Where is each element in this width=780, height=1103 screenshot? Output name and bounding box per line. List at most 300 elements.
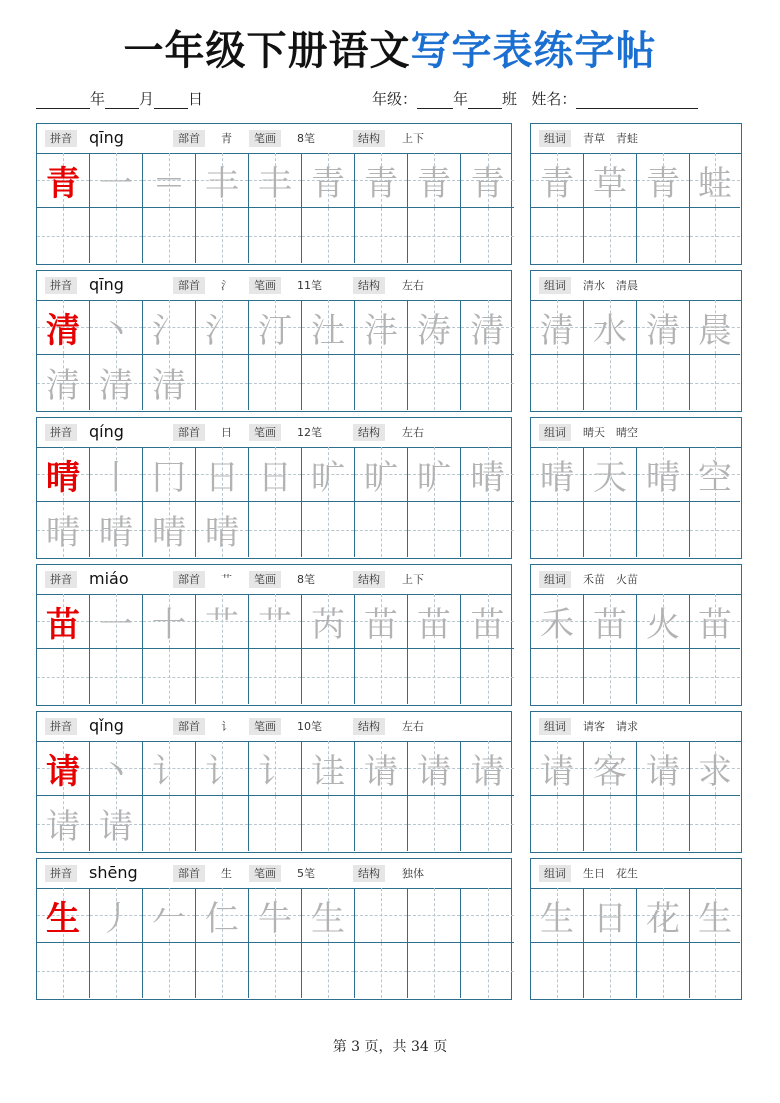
practice-cell[interactable]	[90, 447, 143, 502]
trace-character: 请	[46, 807, 80, 847]
trace-character: 青	[364, 163, 398, 204]
strokes-tag: 笔画	[249, 571, 281, 588]
structure-tag: 结构	[353, 865, 385, 882]
trace-character: 沣	[364, 310, 398, 351]
year-blank[interactable]	[36, 92, 90, 109]
practice-cell[interactable]	[461, 594, 514, 649]
word-character: 青	[646, 163, 680, 204]
trace-character: 十	[152, 604, 186, 645]
strokes-tag: 笔画	[249, 277, 281, 294]
practice-cell[interactable]	[355, 943, 408, 998]
trace-character: ＝	[152, 163, 186, 204]
trace-character	[302, 796, 354, 851]
practice-cell[interactable]	[249, 502, 302, 557]
practice-cell[interactable]	[90, 649, 143, 704]
practice-cell[interactable]	[461, 741, 514, 796]
trace-character	[408, 355, 460, 410]
trace-character: 讠	[258, 751, 292, 792]
grade-blank[interactable]	[417, 92, 453, 109]
trace-character	[249, 208, 301, 263]
title-part1: 一年级下册语文	[123, 28, 411, 74]
word-cell[interactable]	[690, 355, 740, 410]
word-character: 清	[540, 310, 574, 351]
trace-character: 冂	[152, 457, 186, 498]
word-character	[690, 649, 740, 704]
trace-character	[461, 355, 514, 410]
words-value: 生日 花生	[583, 867, 638, 880]
practice-cell[interactable]	[355, 447, 408, 502]
radical-tag: 部首	[173, 130, 205, 147]
practice-cell[interactable]	[196, 943, 249, 998]
trace-character: 晴	[205, 513, 239, 553]
word-cell[interactable]	[690, 741, 740, 796]
practice-cell[interactable]	[90, 502, 143, 557]
practice-cell[interactable]	[302, 355, 355, 410]
practice-cell[interactable]	[143, 208, 196, 263]
word-character	[531, 355, 583, 410]
practice-cell[interactable]	[143, 447, 196, 502]
practice-cell[interactable]	[90, 355, 143, 410]
model-character: 晴	[46, 457, 80, 498]
word-cell[interactable]	[531, 888, 584, 943]
practice-cell[interactable]	[408, 649, 461, 704]
practice-cell[interactable]	[90, 741, 143, 796]
word-character	[584, 796, 636, 851]
practice-cell[interactable]	[37, 355, 90, 410]
practice-cell[interactable]	[249, 208, 302, 263]
practice-cell[interactable]	[196, 300, 249, 355]
structure-value: 左右	[402, 720, 424, 733]
practice-cell[interactable]	[143, 943, 196, 998]
word-character	[637, 502, 689, 557]
practice-cell[interactable]	[37, 153, 90, 208]
trace-character: 清	[99, 366, 133, 406]
practice-cell[interactable]	[249, 796, 302, 851]
character-panel	[36, 564, 512, 706]
practice-cell[interactable]	[143, 502, 196, 557]
strokes-tag: 笔画	[249, 865, 281, 882]
practice-cell[interactable]	[461, 943, 514, 998]
practice-cell[interactable]	[249, 153, 302, 208]
word-cell[interactable]	[584, 208, 637, 263]
word-cell[interactable]	[584, 594, 637, 649]
pinyin-value: shēng	[89, 863, 138, 882]
practice-cell[interactable]	[461, 447, 514, 502]
structure-value: 左右	[402, 279, 424, 292]
practice-cell[interactable]	[249, 300, 302, 355]
practice-cell[interactable]	[90, 888, 143, 943]
word-cell[interactable]	[584, 502, 637, 557]
practice-cell[interactable]	[302, 741, 355, 796]
practice-cell[interactable]	[408, 208, 461, 263]
practice-cell[interactable]	[143, 741, 196, 796]
practice-cell[interactable]	[249, 447, 302, 502]
trace-character: 青	[470, 163, 505, 204]
practice-cell[interactable]	[408, 741, 461, 796]
word-cell[interactable]	[690, 502, 740, 557]
trace-character	[408, 502, 460, 557]
word-cell[interactable]	[531, 355, 584, 410]
year-label: 年	[90, 90, 106, 108]
practice-cell[interactable]	[408, 355, 461, 410]
words-tag: 组词	[539, 718, 571, 735]
practice-cell[interactable]	[143, 355, 196, 410]
practice-cell[interactable]	[355, 153, 408, 208]
practice-cell[interactable]	[143, 300, 196, 355]
trace-character: 苗	[470, 604, 505, 645]
word-character	[584, 208, 636, 263]
word-character	[584, 943, 636, 998]
word-cell[interactable]	[637, 888, 690, 943]
name-label: 姓名：	[531, 90, 577, 108]
words-tag: 组词	[539, 424, 571, 441]
trace-character: 丶	[99, 751, 133, 792]
practice-cell[interactable]	[355, 796, 408, 851]
practice-cell[interactable]	[143, 888, 196, 943]
practice-cell[interactable]	[37, 649, 90, 704]
radical-value: 讠	[221, 720, 232, 733]
practice-cell[interactable]	[302, 300, 355, 355]
word-cell[interactable]	[637, 594, 690, 649]
word-cell[interactable]	[637, 502, 690, 557]
word-cell[interactable]	[690, 153, 740, 208]
practice-cell[interactable]	[37, 741, 90, 796]
word-cell[interactable]	[531, 796, 584, 851]
character-panel	[36, 858, 512, 1000]
word-cell[interactable]	[690, 888, 740, 943]
trace-character: 丶	[99, 310, 133, 351]
practice-cell[interactable]	[461, 153, 514, 208]
radical-value: 生	[221, 867, 232, 880]
trace-character: 讠	[205, 751, 239, 792]
word-cell[interactable]	[637, 153, 690, 208]
word-cell[interactable]	[584, 649, 637, 704]
word-character	[637, 796, 689, 851]
words-value: 请客 请求	[583, 720, 638, 733]
radical-tag: 部首	[173, 718, 205, 735]
pinyin-tag: 拼音	[45, 571, 77, 588]
practice-cell[interactable]	[143, 649, 196, 704]
trace-character: 诖	[311, 751, 345, 792]
word-character: 蛙	[698, 163, 732, 204]
word-cell[interactable]	[584, 796, 637, 851]
trace-character	[249, 355, 301, 410]
practice-cell[interactable]	[302, 594, 355, 649]
practice-cell[interactable]	[143, 796, 196, 851]
practice-cell[interactable]	[461, 300, 514, 355]
trace-character: 晴	[99, 513, 133, 553]
word-cell[interactable]	[531, 943, 584, 998]
practice-cell[interactable]	[302, 208, 355, 263]
practice-cell[interactable]	[143, 153, 196, 208]
word-cell[interactable]	[584, 355, 637, 410]
practice-cell[interactable]	[302, 943, 355, 998]
practice-cell[interactable]	[37, 888, 90, 943]
word-cell[interactable]	[531, 300, 584, 355]
word-cell[interactable]	[637, 447, 690, 502]
trace-character	[408, 943, 460, 998]
word-header	[531, 418, 741, 448]
practice-cell[interactable]	[249, 888, 302, 943]
word-character: 日	[593, 898, 627, 939]
word-cell[interactable]	[531, 502, 584, 557]
word-character: 火	[646, 604, 680, 645]
character-info-header	[37, 565, 511, 595]
trace-character: 汀	[258, 310, 292, 351]
practice-cell[interactable]	[355, 355, 408, 410]
practice-cell[interactable]	[196, 208, 249, 263]
word-cell[interactable]	[637, 355, 690, 410]
practice-cell[interactable]	[408, 300, 461, 355]
trace-character	[37, 649, 89, 704]
word-cell[interactable]	[690, 594, 740, 649]
word-cell[interactable]	[637, 943, 690, 998]
practice-cell[interactable]	[37, 447, 90, 502]
model-character: 苗	[46, 604, 80, 645]
character-panel	[36, 711, 512, 853]
word-header	[531, 712, 741, 742]
practice-cell[interactable]	[196, 649, 249, 704]
trace-character: 丰	[258, 163, 292, 204]
practice-cell[interactable]	[461, 502, 514, 557]
practice-cell[interactable]	[90, 153, 143, 208]
structure-value: 左右	[402, 426, 424, 439]
class-label: 班	[502, 90, 518, 108]
word-character: 草	[593, 163, 627, 204]
trace-character	[355, 888, 407, 942]
practice-cell[interactable]	[408, 153, 461, 208]
word-cell[interactable]	[584, 153, 637, 208]
trace-character: 生	[311, 898, 345, 939]
month-blank[interactable]	[105, 92, 139, 109]
strokes-value: 8笔	[297, 573, 315, 586]
trace-character	[408, 888, 460, 942]
word-cell[interactable]	[531, 208, 584, 263]
practice-cell[interactable]	[90, 208, 143, 263]
word-character	[690, 796, 740, 851]
practice-cell[interactable]	[355, 208, 408, 263]
trace-character: 清	[470, 310, 505, 351]
word-character	[690, 943, 740, 998]
practice-cell[interactable]	[90, 943, 143, 998]
practice-cell[interactable]	[408, 888, 461, 943]
practice-cell[interactable]	[196, 153, 249, 208]
pinyin-tag: 拼音	[45, 424, 77, 441]
trace-character	[90, 943, 142, 998]
trace-character	[355, 502, 407, 557]
word-cell[interactable]	[531, 741, 584, 796]
word-character: 生	[698, 898, 732, 939]
practice-cell[interactable]	[90, 594, 143, 649]
words-tag: 组词	[539, 130, 571, 147]
trace-character: 讠	[152, 751, 186, 792]
radical-value: 青	[221, 132, 232, 145]
practice-cell[interactable]	[355, 741, 408, 796]
trace-character: 旷	[417, 457, 451, 498]
practice-cell[interactable]	[461, 355, 514, 410]
practice-cell[interactable]	[249, 355, 302, 410]
radical-tag: 部首	[173, 424, 205, 441]
word-cell[interactable]	[637, 300, 690, 355]
practice-cell[interactable]	[143, 594, 196, 649]
character-info-header	[37, 124, 511, 154]
day-blank[interactable]	[154, 92, 188, 109]
word-character: 晴	[540, 457, 574, 498]
practice-cell[interactable]	[408, 502, 461, 557]
word-panel	[530, 858, 742, 1000]
practice-cell[interactable]	[408, 796, 461, 851]
practice-cell[interactable]	[37, 796, 90, 851]
word-cell[interactable]	[531, 594, 584, 649]
word-character: 花	[646, 898, 680, 939]
structure-value: 独体	[402, 867, 424, 880]
trace-character: 青	[311, 163, 345, 204]
practice-cell[interactable]	[355, 649, 408, 704]
practice-cell[interactable]	[37, 943, 90, 998]
trace-character	[196, 649, 248, 704]
strokes-value: 11笔	[297, 279, 322, 292]
pinyin-tag: 拼音	[45, 718, 77, 735]
word-cell[interactable]	[637, 741, 690, 796]
practice-cell[interactable]	[196, 741, 249, 796]
trace-character: 日	[205, 457, 239, 498]
practice-cell[interactable]	[196, 502, 249, 557]
word-character: 苗	[593, 604, 627, 645]
practice-cell[interactable]	[461, 208, 514, 263]
trace-character: 芮	[311, 604, 345, 645]
word-cell[interactable]	[584, 300, 637, 355]
structure-tag: 结构	[353, 718, 385, 735]
word-cell[interactable]	[637, 649, 690, 704]
character-info-header	[37, 712, 511, 742]
practice-cell[interactable]	[302, 153, 355, 208]
strokes-value: 5笔	[297, 867, 315, 880]
practice-cell[interactable]	[302, 502, 355, 557]
practice-cell[interactable]	[196, 888, 249, 943]
practice-cell[interactable]	[302, 447, 355, 502]
practice-cell[interactable]	[249, 594, 302, 649]
practice-cell[interactable]	[249, 943, 302, 998]
practice-cell[interactable]	[302, 796, 355, 851]
trace-character: 一	[99, 604, 133, 645]
trace-character	[143, 208, 195, 263]
word-cell[interactable]	[531, 649, 584, 704]
model-character: 青	[46, 163, 80, 204]
trace-character	[355, 796, 407, 851]
word-cell[interactable]	[584, 447, 637, 502]
practice-cell[interactable]	[90, 300, 143, 355]
radical-tag: 部首	[173, 571, 205, 588]
word-cell[interactable]	[531, 153, 584, 208]
name-blank[interactable]	[576, 92, 698, 109]
trace-character	[196, 943, 248, 998]
trace-character	[461, 502, 514, 557]
word-cell[interactable]	[690, 796, 740, 851]
practice-row	[36, 417, 742, 559]
practice-cell[interactable]	[37, 208, 90, 263]
word-cell[interactable]	[584, 888, 637, 943]
practice-cell[interactable]	[249, 741, 302, 796]
practice-cell[interactable]	[196, 594, 249, 649]
word-panel	[530, 270, 742, 412]
word-cell[interactable]	[690, 447, 740, 502]
practice-cell[interactable]	[90, 796, 143, 851]
word-character	[584, 502, 636, 557]
word-character	[531, 208, 583, 263]
practice-cell[interactable]	[408, 594, 461, 649]
practice-cell[interactable]	[355, 594, 408, 649]
character-info-header	[37, 271, 511, 301]
word-cell[interactable]	[584, 741, 637, 796]
word-cell[interactable]	[584, 943, 637, 998]
trace-character	[143, 943, 195, 998]
practice-cell[interactable]	[355, 502, 408, 557]
structure-value: 上下	[402, 573, 424, 586]
practice-cell[interactable]	[302, 888, 355, 943]
trace-character	[37, 943, 89, 998]
practice-cell[interactable]	[196, 796, 249, 851]
word-cell[interactable]	[637, 208, 690, 263]
trace-character	[196, 355, 248, 410]
word-character: 禾	[540, 604, 574, 645]
word-character: 客	[593, 751, 627, 792]
trace-character	[302, 208, 354, 263]
words-tag: 组词	[539, 277, 571, 294]
word-character	[637, 649, 689, 704]
trace-character: 汢	[311, 310, 345, 351]
practice-cell[interactable]	[37, 502, 90, 557]
practice-cell[interactable]	[302, 649, 355, 704]
practice-cell[interactable]	[355, 300, 408, 355]
practice-cell[interactable]	[196, 355, 249, 410]
model-character: 清	[46, 310, 80, 351]
word-cell[interactable]	[637, 796, 690, 851]
practice-cell[interactable]	[196, 447, 249, 502]
word-cell[interactable]	[690, 300, 740, 355]
word-cell[interactable]	[690, 943, 740, 998]
practice-cell[interactable]	[408, 943, 461, 998]
structure-tag: 结构	[353, 277, 385, 294]
trace-character	[461, 888, 514, 942]
info-line	[36, 88, 744, 110]
class-blank[interactable]	[468, 92, 502, 109]
practice-cell[interactable]	[461, 796, 514, 851]
trace-character	[302, 649, 354, 704]
trace-character	[461, 943, 514, 998]
trace-character: 艹	[258, 604, 292, 645]
practice-cell[interactable]	[461, 888, 514, 943]
radical-value: 氵	[221, 279, 232, 292]
trace-character: 请	[417, 751, 451, 792]
practice-cell[interactable]	[37, 300, 90, 355]
word-character	[690, 355, 740, 410]
day-label: 日	[188, 90, 204, 108]
word-cell[interactable]	[690, 649, 740, 704]
practice-cell[interactable]	[355, 888, 408, 943]
word-cell[interactable]	[690, 208, 740, 263]
word-cell[interactable]	[531, 447, 584, 502]
word-character: 空	[698, 457, 732, 498]
trace-character: 丿	[99, 898, 133, 939]
practice-cell[interactable]	[408, 447, 461, 502]
word-character	[584, 649, 636, 704]
practice-cell[interactable]	[249, 649, 302, 704]
words-value: 禾苗 火苗	[583, 573, 638, 586]
practice-cell[interactable]	[461, 649, 514, 704]
word-character	[531, 649, 583, 704]
trace-character	[196, 796, 248, 851]
practice-cell[interactable]	[37, 594, 90, 649]
